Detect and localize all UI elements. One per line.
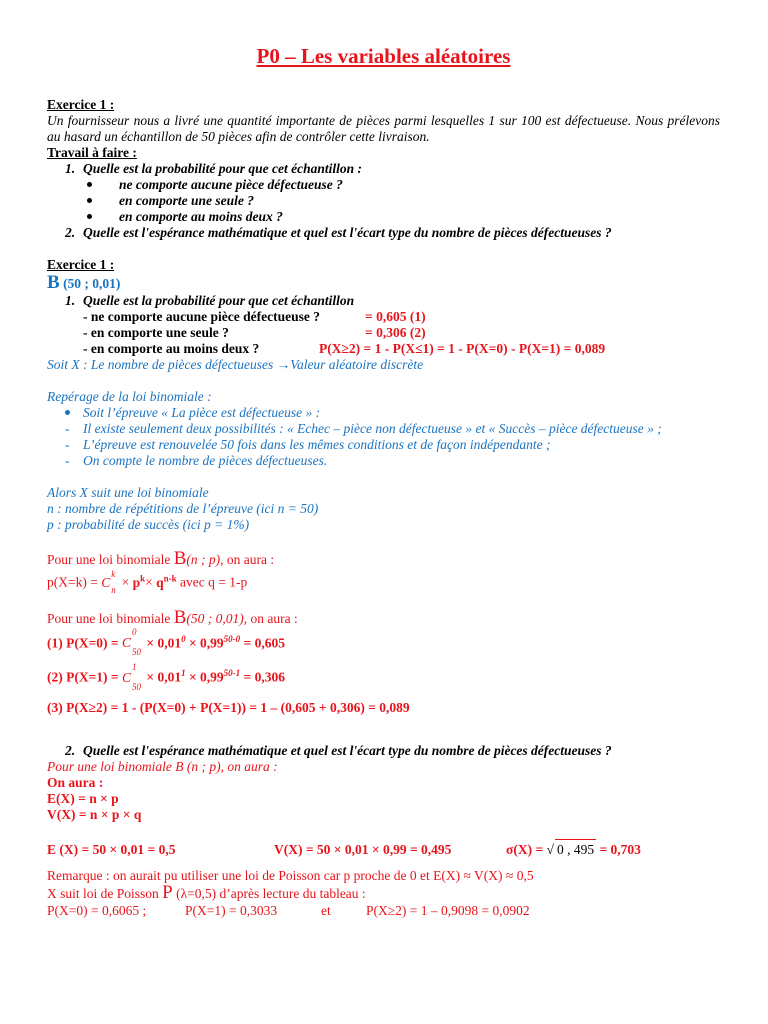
question-bullet: ne comporte aucune pièce défectueuse ?: [47, 177, 720, 193]
document-page: [47, 44, 720, 919]
arrow-right-icon: →: [276, 357, 291, 372]
answer-row: - ne comporte aucune pièce défectueuse ? = 0,605 (1): [83, 309, 426, 324]
n-definition: n : nombre de répétitions de l’épreuve (ici n = 50): [47, 501, 319, 516]
binomial-general-intro: Pour une loi binomiale B(n ; p), on aura :: [47, 548, 275, 569]
bullet-icon: [65, 410, 70, 415]
identification-item: - On compte le nombre de pièces défectueuses.: [65, 453, 328, 468]
numeric-results: E (X) = 50 × 0,01 = 0,5 V(X) = 50 × 0,01 × 0,99 = 0,495 σ(X) = √ 0 , 495 = 0,703: [47, 839, 720, 860]
p-definition: p : probabilité de succès (ici p = 1%): [47, 517, 250, 532]
equation-2: (2) P(X=1) = C 1 50 × $0,01^1 \times 0,99^{50-1} = 0,306$: [47, 661, 285, 692]
identification-item: Soit l’épreuve « La pièce est défectueuse » :: [47, 405, 720, 421]
exercise-heading: Exercice 1 :: [47, 97, 115, 112]
bullet-icon: [87, 182, 92, 187]
random-variable-def: Soit X : Le nombre de pièces défectueuses →Valeur aléatoire discrète: [47, 357, 424, 372]
variance-formula: V(X) = n × p × q: [47, 806, 142, 822]
identification-item: - L’épreuve est renouvelée 50 fois dans les mêmes conditions et de façon indépendante ;: [65, 437, 551, 452]
question-2: 2. Quelle est l'espérance mathématique et quel est l'écart type du nombre de pièces défectueuses ?: [65, 225, 612, 240]
remark: Remarque : on aurait pu utiliser une loi de Poisson car p proche de 0 et E(X) ≈ V(X) ≈ 0,5: [47, 867, 534, 883]
bullet-icon: [87, 198, 92, 203]
answer-row: - en comporte une seule ? = 0,306 (2): [83, 325, 426, 340]
poisson-line: X suit loi de Poisson P (λ=0,5) d’après lecture du tableau :: [47, 881, 366, 903]
conclusion-line: Alors X suit une loi binomiale: [47, 485, 209, 500]
identification-item: - Il existe seulement deux possibilités : « Echec – pièce non défectueuse » et « Succès – pièce défectueuse » ;: [65, 421, 662, 436]
task-heading: Travail à faire :: [47, 145, 137, 160]
bullet-icon: [87, 214, 92, 219]
exercise-statement: Un fournisseur nous a livré une quantité importante de pièces parmi lesquelles 1 sur 100 est défectueuse. Nous prélevons au hasard un échantillon de 50 pièces afin de contrôler cette livraison.: [47, 113, 720, 144]
binomial-law: B (50 ; 0,01): [47, 272, 121, 293]
solution-heading: Exercice 1 :: [47, 257, 115, 272]
solution-question-2: 2. Quelle est l'espérance mathématique et quel est l'écart type du nombre de pièces défectueuses ?: [65, 742, 612, 758]
poisson-results: P(X=0) = 0,6065 ; P(X=1) = 0,3033 et P(X≥2) = 1 – 0,9098 = 0,0902: [47, 902, 530, 918]
question-bullet: en comporte au moins deux ?: [47, 209, 720, 225]
solution-question-1: 1. Quelle est la probabilité pour que cet échantillon: [65, 293, 355, 308]
equation-3: (3) P(X≥2) = 1 - (P(X=0) + P(X=1)) = 1 – (0,605 + 0,306) = 0,089: [47, 699, 410, 715]
binomial-specific-intro: Pour une loi binomiale B(50 ; 0,01), on aura :: [47, 606, 298, 628]
page-title: P0 – Les variables aléatoires: [256, 44, 511, 68]
binomial-identification-heading: Repérage de la loi binomiale :: [47, 389, 212, 404]
expectation-formula: E(X) = n × p: [47, 790, 119, 806]
question-bullet: en comporte une seule ?: [47, 193, 720, 209]
binomial-expectation-intro: Pour une loi binomiale B (n ; p), on aura :: [47, 758, 278, 774]
answer-row: - en comporte au moins deux ? P(X≥2) = 1 - P(X≤1) = 1 - P(X=0) - P(X=1) = 0,089: [83, 341, 606, 356]
on-aura: On aura :: [47, 774, 104, 790]
equation-1: (1) P(X=0) = C 0 50 × $0,01^0 \times 0,99^{50-0} = 0,605$: [47, 627, 285, 657]
binomial-formula: p(X=k) = C k n × $p^k\times q^{n-k}$ avec q = 1-p: [47, 568, 248, 595]
question-1: 1. Quelle est la probabilité pour que cet échantillon :: [65, 161, 362, 176]
